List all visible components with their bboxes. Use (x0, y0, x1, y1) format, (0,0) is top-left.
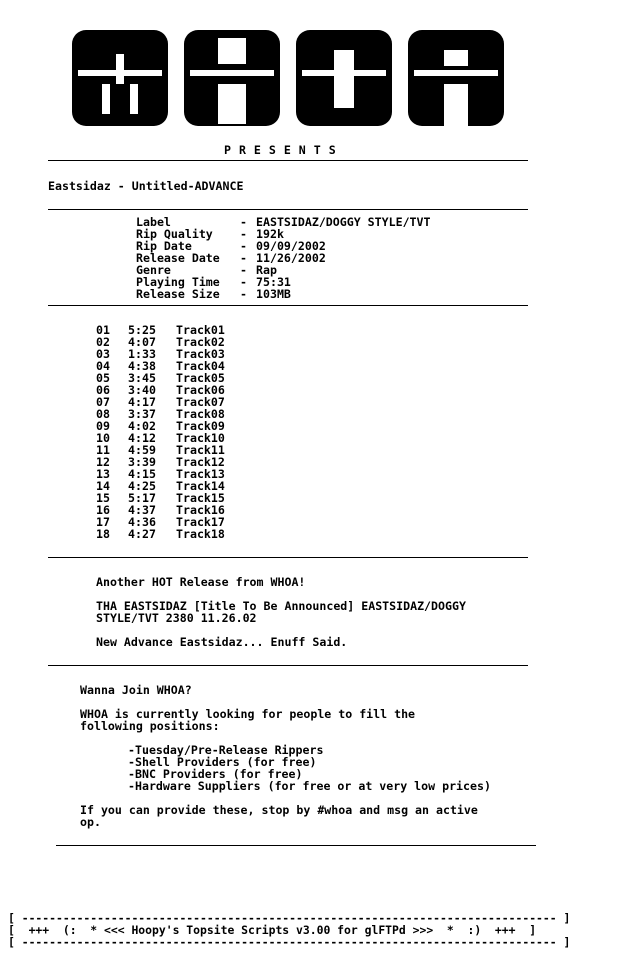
track-title: Track10 (176, 431, 225, 445)
track-time: 5:17 (128, 491, 156, 505)
track-title: Track18 (176, 527, 225, 541)
whoa-logo (72, 30, 504, 126)
track-time: 3:39 (128, 455, 156, 469)
track-number: 03 (96, 347, 110, 361)
info-value: 192k (256, 227, 284, 241)
info-dash: - (240, 275, 247, 289)
info-label: Release Size (136, 287, 220, 301)
info-value: 103MB (256, 287, 291, 301)
track-title: Track17 (176, 515, 225, 529)
info-value: 11/26/2002 (256, 251, 326, 265)
info-label: Release Date (136, 251, 220, 265)
track-number: 09 (96, 419, 110, 433)
notes-line-3: New Advance Eastsidaz... Enuff Said. (96, 635, 348, 649)
join-intro-a: WHOA is currently looking for people to fill the (80, 707, 416, 721)
info-value: EASTSIDAZ/DOGGY STYLE/TVT (256, 215, 431, 229)
track-number: 06 (96, 383, 110, 397)
divider-1 (48, 160, 528, 161)
track-time: 4:02 (128, 419, 156, 433)
track-title: Track04 (176, 359, 225, 373)
track-time: 4:17 (128, 395, 156, 409)
divider-3 (48, 305, 528, 306)
info-dash: - (240, 287, 247, 301)
track-number: 04 (96, 359, 110, 373)
divider-2 (48, 209, 528, 210)
notes-line-2a: THA EASTSIDAZ [Title To Be Announced] EASTSIDAZ/DOGGY (96, 599, 466, 613)
info-value: Rap (256, 263, 277, 277)
track-number: 18 (96, 527, 110, 541)
track-number: 15 (96, 491, 110, 505)
track-number: 02 (96, 335, 110, 349)
track-number: 07 (96, 395, 110, 409)
position-text: -Shell Providers (for free) (128, 755, 317, 769)
join-outro-a: If you can provide these, stop by #whoa and msg an active (80, 803, 478, 817)
track-time: 4:36 (128, 515, 156, 529)
track-time: 4:15 (128, 467, 156, 481)
divider-4 (48, 557, 528, 558)
track-time: 4:27 (128, 527, 156, 541)
footer-bottom: [ ------------------------------------------------------------------------------ ] (8, 935, 571, 949)
track-number: 16 (96, 503, 110, 517)
track-title: Track01 (176, 323, 225, 337)
track-number: 10 (96, 431, 110, 445)
info-value: 75:31 (256, 275, 291, 289)
info-dash: - (240, 239, 247, 253)
position-text: -Hardware Suppliers (for free or at very low prices) (128, 779, 491, 793)
track-number: 05 (96, 371, 110, 385)
track-time: 4:59 (128, 443, 156, 457)
track-time: 4:37 (128, 503, 156, 517)
track-title: Track13 (176, 467, 225, 481)
info-label: Label (136, 215, 171, 229)
track-title: Track02 (176, 335, 225, 349)
notes-line-2b: STYLE/TVT 2380 11.26.02 (96, 611, 257, 625)
track-title: Track11 (176, 443, 225, 457)
track-time: 3:45 (128, 371, 156, 385)
track-time: 1:33 (128, 347, 156, 361)
notes-line-1: Another HOT Release from WHOA! (96, 575, 306, 589)
position-text: -Tuesday/Pre-Release Rippers (128, 743, 324, 757)
track-time: 4:25 (128, 479, 156, 493)
info-value: 09/09/2002 (256, 239, 326, 253)
track-title: Track12 (176, 455, 225, 469)
track-title: Track15 (176, 491, 225, 505)
footer-middle: [ +++ (: * <<< Hoopy's Topsite Scripts v3.00 for glFTPd >>> * :) +++ ] (8, 923, 537, 937)
track-title: Track03 (176, 347, 225, 361)
track-title: Track06 (176, 383, 225, 397)
info-dash: - (240, 227, 247, 241)
track-time: 4:12 (128, 431, 156, 445)
track-number: 11 (96, 443, 110, 457)
track-time: 4:38 (128, 359, 156, 373)
track-number: 14 (96, 479, 110, 493)
track-title: Track16 (176, 503, 225, 517)
position-text: -BNC Providers (for free) (128, 767, 303, 781)
track-title: Track14 (176, 479, 225, 493)
release-title: Eastsidaz - Untitled-ADVANCE (48, 179, 244, 193)
track-number: 17 (96, 515, 110, 529)
track-number: 13 (96, 467, 110, 481)
presents-text: P R E S E N T S (224, 143, 337, 157)
footer-top: [ ------------------------------------------------------------------------------ ] (8, 911, 571, 925)
track-title: Track05 (176, 371, 225, 385)
footer-banner (8, 912, 624, 948)
join-outro-b: op. (80, 815, 101, 829)
track-time: 3:37 (128, 407, 156, 421)
track-title: Track07 (176, 395, 225, 409)
join-intro-b: following positions: (80, 719, 220, 733)
track-number: 12 (96, 455, 110, 469)
info-label: Playing Time (136, 275, 220, 289)
info-label: Rip Date (136, 239, 192, 253)
info-dash: - (240, 215, 247, 229)
track-time: 3:40 (128, 383, 156, 397)
track-number: 08 (96, 407, 110, 421)
divider-5 (48, 665, 528, 666)
info-label: Genre (136, 263, 171, 277)
track-title: Track09 (176, 419, 225, 433)
info-dash: - (240, 263, 247, 277)
join-heading: Wanna Join WHOA? (80, 683, 192, 697)
info-dash: - (240, 251, 247, 265)
track-time: 5:25 (128, 323, 156, 337)
info-label: Rip Quality (136, 227, 213, 241)
track-number: 01 (96, 323, 110, 337)
divider-6 (56, 845, 536, 846)
track-time: 4:07 (128, 335, 156, 349)
track-title: Track08 (176, 407, 225, 421)
